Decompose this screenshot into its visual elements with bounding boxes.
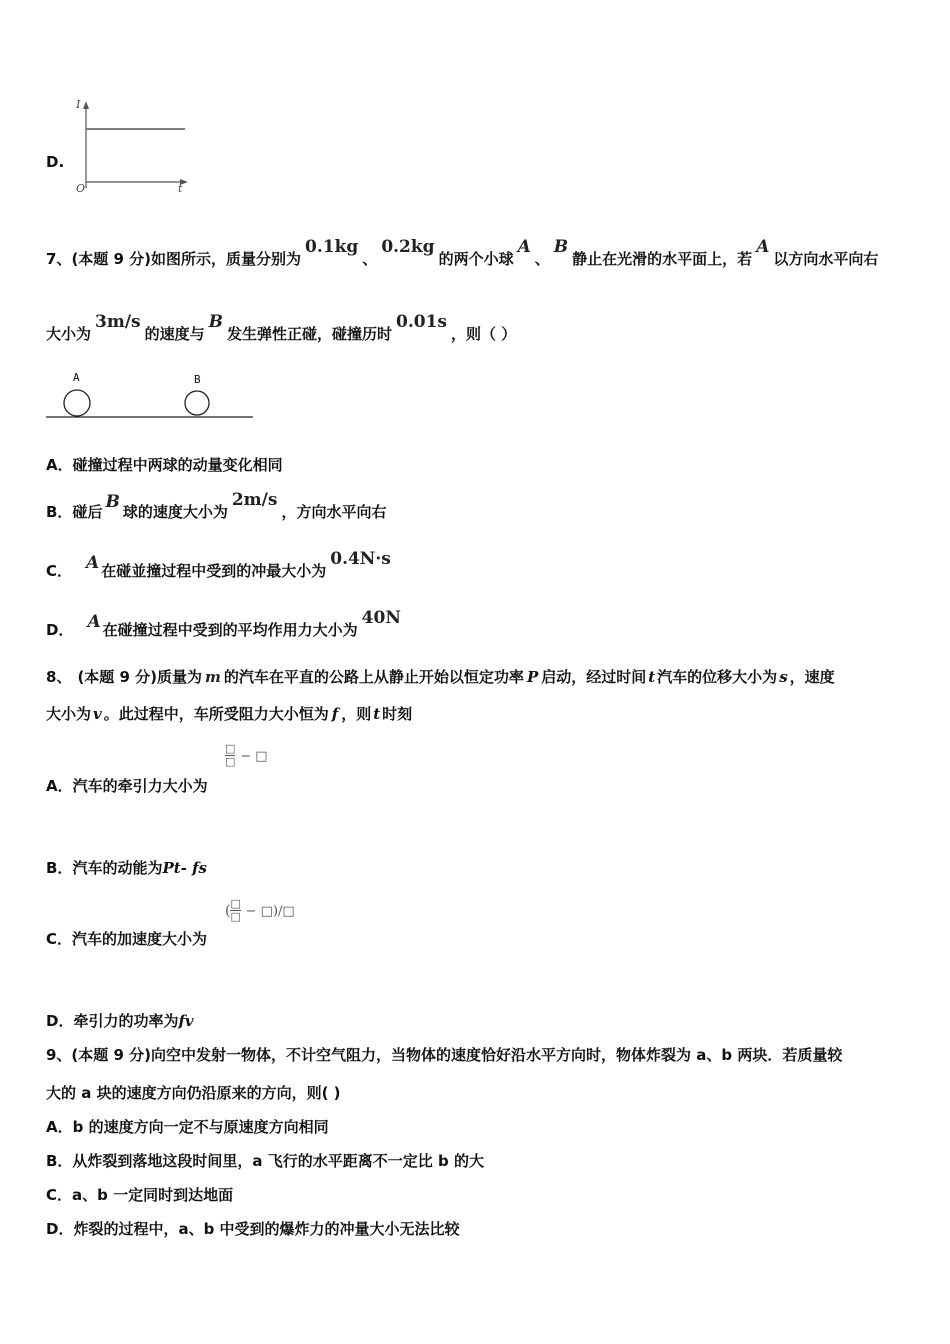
q7-option-c: C． A 在碰並撞过程中受到的冲最大小为0.4N·s bbox=[46, 549, 391, 580]
q9-line-2: 大的 a 块的速度方向仍沿原来的方向，则( ) bbox=[46, 1084, 341, 1102]
q9-option-d: D．炸裂的过程中，a、b 中受到的爆炸力的冲量大小无法比较 bbox=[46, 1220, 460, 1238]
q7-time: 0.01s bbox=[396, 312, 448, 332]
q8-a-formula: $\frac{□}{□}$ − □ bbox=[225, 742, 268, 768]
q7-mass-1: 0.1kg bbox=[305, 237, 359, 257]
q9-option-a: A．b 的速度方向一定不与原速度方向相同 bbox=[46, 1118, 329, 1136]
q9-line-1: 9、(本题 9 分)向空中发射一物体，不计空气阻力，当物体的速度恰好沿水平方向时，物体炸裂为 a、b 两块．若质量较 bbox=[46, 1046, 843, 1064]
q7-option-d: D． A 在碰撞过程中受到的平均作用力大小为40N bbox=[46, 608, 401, 639]
option-d-label: D. bbox=[46, 153, 65, 171]
y-axis-arrow-icon bbox=[83, 101, 89, 109]
q8-option-c: C．汽车的加速度大小为 bbox=[46, 930, 208, 948]
ball-a-circle bbox=[64, 390, 90, 416]
current-time-graph bbox=[70, 98, 195, 198]
ball-b-circle bbox=[185, 391, 209, 415]
q8-line-1: 8、 (本题 9 分)质量为 m 的汽车在平直的公路上从静止开始以恒定功率 P 启动，经过时间 t 汽车的位移大小为 s ，速度 bbox=[46, 668, 835, 686]
q8-line-2: 大小为 v 。此过程中，车所受阻力大小恒为 f ，则 t 时刻 bbox=[46, 705, 413, 723]
q7-option-b: B．碰后 B 球的速度大小为2m/s，方向水平向右 bbox=[46, 490, 387, 521]
q7-line-1: 7、(本题 9 分)如图所示，质量分别为0.1kg、0.2kg的两个小球A、B静止在光滑的水平面上，若A以方向水平向右 bbox=[46, 237, 879, 268]
q8-option-b: B．汽车的动能为Pt- fs bbox=[46, 859, 208, 877]
q7-option-a: A．碰撞过程中两球的动量变化相同 bbox=[46, 456, 283, 474]
q8-option-d: D．牵引力的功率为fv bbox=[46, 1012, 194, 1030]
q9-option-b: B．从炸裂到落地这段时间里，a 飞行的水平距离不一定比 b 的大 bbox=[46, 1152, 484, 1170]
q8-option-a: A．汽车的牵引力大小为 bbox=[46, 777, 208, 795]
origin-label: O bbox=[76, 182, 86, 195]
q7-number: 7、 bbox=[46, 250, 72, 268]
fig-label-b: B bbox=[194, 373, 201, 386]
q7-ball-b: B bbox=[553, 237, 569, 257]
q9-option-c: C．a、b 一定同时到达地面 bbox=[46, 1186, 234, 1204]
q7-mass-2: 0.2kg bbox=[381, 237, 435, 257]
fig-label-a: A bbox=[73, 371, 80, 384]
q8-c-formula: ($\frac{□}{□}$ − □)/□ bbox=[225, 897, 295, 923]
q7-line-2: 大小为3m/s的速度与B发生弹性正碰，碰撞历时0.01s，则（ ） bbox=[46, 312, 517, 343]
y-axis-label: I bbox=[76, 98, 81, 111]
q7-score: (本题 9 分) bbox=[71, 250, 152, 268]
q7-velocity: 3m/s bbox=[95, 312, 141, 332]
q7-ball-a: A bbox=[517, 237, 531, 257]
x-axis-label: t bbox=[178, 182, 183, 195]
